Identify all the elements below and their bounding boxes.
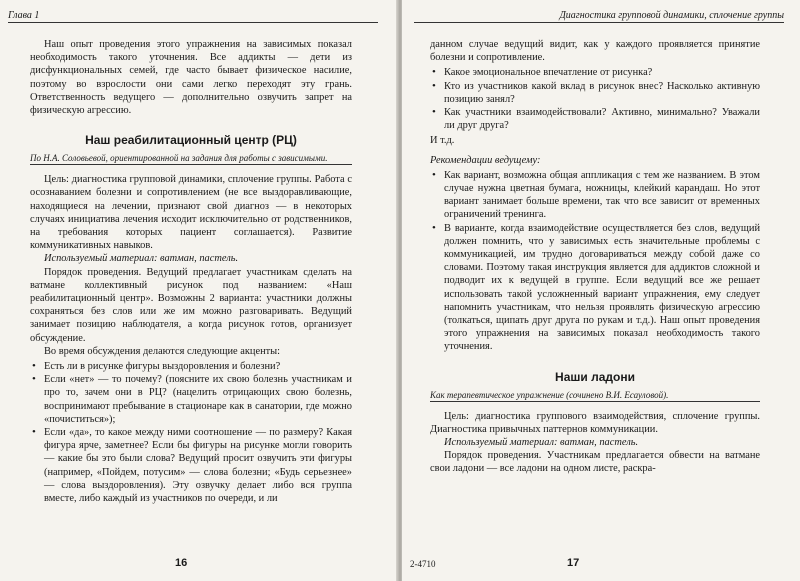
section-title: Наш реабилитационный центр (РЦ) (85, 133, 297, 148)
procedure-paragraph: Порядок проведения. Участникам предлагается обвести на ватмане свои ладони — все ладони на одном листе, раскра- (430, 450, 760, 475)
materials-line: Используемый материал: ватман, пастель. (44, 253, 239, 265)
list-item: • Как участники взаимодействовали? Активно, минимально? Уважали ли друг друга? (444, 106, 760, 132)
page-number: 16 (175, 557, 188, 569)
recommendations-label: Рекомендации ведущему: (430, 154, 541, 166)
printer-signature: 2-4710 (410, 559, 436, 569)
discussion-lead: Во время обсуждения делаются следующие акценты: (44, 345, 281, 357)
list-item: • Как вариант, возможна общая аппликация с тем же названием. В этом случае нужна цветная бумага, ножницы, клейкий карандаш. Но этот вариант занимает больше времени, так что все зависит от временных ограничений тренинга. (444, 169, 760, 222)
list-item: • В варианте, когда взаимодействие осуществляется без слов, ведущий должен помнить, что у зависимых есть значительные проблемы с коммуникацией, им трудно договариваться между собой даже со словами. Поэтому такая инструкция является для аддиктов сложной и подводит их к ведущей в группе. Если ведущий все же решает использовать такой усложненный вариант упражнения, ему следует напомнить участникам, что нельзя проявлять физическую агрессию (толкаться, щипать друг друга по рукам и т.д.). Наш опыт проведения этого упражнения на зависимых показал необходимость такого уточнения. (444, 222, 760, 354)
recommendations-list (430, 169, 760, 354)
right-text-column (430, 38, 760, 476)
etc-line: И т.д. (430, 135, 455, 147)
continuation-paragraph: данном случае ведущий видит, как у каждого проявляется принятие болезни и сопротивление. (430, 39, 760, 64)
discussion-list (30, 360, 352, 505)
list-item: • Если «да», то какое между ними соотношение — по размеру? Какая фигура ярче, заметнее? Если бы фигуры на рисунке могли говорить — какие бы это были слова? Ведущий просит озвучить эти фигуры (например, «Пойдем, потусим» — слова болезни; «Будь серьезнее» — слова выздоровления). Эту озвучку делает либо вся группа вместе, либо каждый из участников по очереди, и ли (44, 426, 352, 505)
list-item: • Какое эмоциональное впечатление от рисунка? (444, 66, 760, 79)
left-page (0, 0, 398, 581)
author-line: Как терапевтическое упражнение (сочинено В.И. Есауловой). (430, 390, 760, 402)
goal-paragraph: Цель: диагностика группового взаимодействия, сплочение группы. Диагностика привычных паттернов коммуникации. (430, 410, 760, 435)
questions-list (430, 66, 760, 132)
section-title: Наши ладони (555, 369, 635, 384)
list-item: • Кто из участников какой вклад в рисунок внес? Насколько активную позицию занял? (444, 80, 760, 106)
left-text-column (30, 38, 352, 507)
materials-line: Используемый материал: ватман, пастель. (444, 437, 639, 449)
list-item: • Если «нет» — то почему? (поясните их свою болезнь участникам и про то, зачем они в РЦ? (нацелить отрицающих свою болезнь, воспринимают пребывание в стационаре как в санатории, где можно «почиститься»); (44, 373, 352, 426)
intro-paragraph: Наш опыт проведения этого упражнения на зависимых показал необходимость такого уточнения. Все аддикты — дети из дисфункциональных семей, где часто бывает физическое насилие, поэтому во взрослости они сами легко переходят эту грань. Ответственность ведущего — дополнительно озвучить запрет на физическую агрессию. (30, 39, 352, 117)
running-head: Диагностика групповой динамики, сплочение группы (414, 10, 784, 23)
procedure-paragraph: Порядок проведения. Ведущий предлагает участникам сделать на ватмане коллективный рисунок под названием: «Наш реабилитационный центр». Возможны 2 варианта: участники должны сохраняться без слов или же им можно разговаривать. Ведущий занимает позицию наблюдателя, а когда рисунок готов, организует обсуждение. (30, 266, 352, 344)
goal-paragraph: Цель: диагностика групповой динамики, сплочение группы. Работа с осознаванием болезни и сопротивлением (не все выздоравливающие, находящиеся на лечении, признают свой диагноз — в некоторых случаях инициатива лечения исходит исключительно от родственников, на требования которых пациент соглашается). Развитие коммуникативных навыков. (30, 174, 352, 252)
running-head: Глава 1 (8, 10, 378, 23)
list-item: • Есть ли в рисунке фигуры выздоровления и болезни? (44, 360, 352, 373)
author-line: По Н.А. Соловьевой, ориентированной на задания для работы с зависимыми. (30, 153, 352, 165)
page-number: 17 (567, 557, 580, 569)
right-page (402, 0, 800, 581)
